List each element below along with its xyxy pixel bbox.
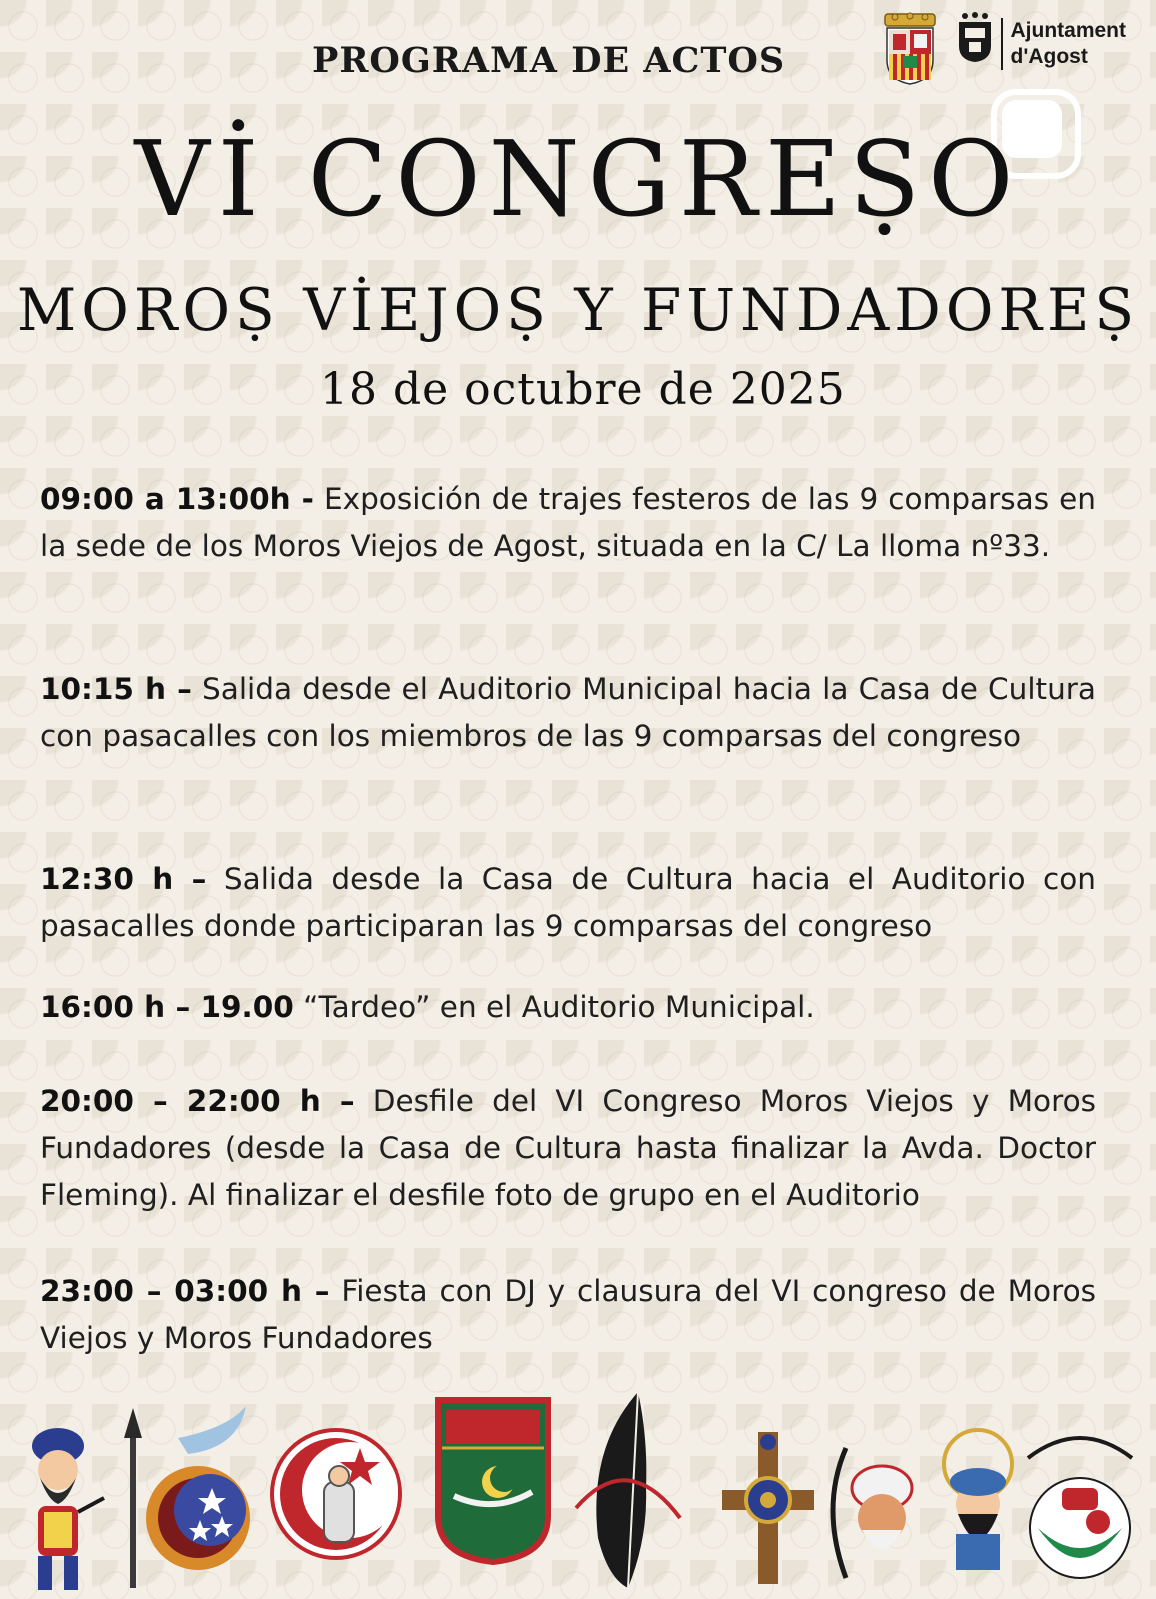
town-crest-icon <box>879 12 941 86</box>
schedule-description: Salida desde la Casa de Cultura hacia el Auditorio con pasacalles donde participaran las 9 comparsas del congreso <box>40 862 1096 943</box>
schedule-time: 20:00 – 22:00 h – <box>40 1084 355 1118</box>
schedule-time: 10:15 h – <box>40 672 192 706</box>
schedule-time: 23:00 – 03:00 h – <box>40 1274 330 1308</box>
comparsas-badges <box>0 1388 1156 1599</box>
comparsa-castalla-badge-icon <box>938 1424 1018 1574</box>
schedule-item <box>40 856 1096 950</box>
ajuntament-name <box>1001 18 1127 70</box>
schedule-description: Desfile del VI Congreso Moros Viejos y Moros Fundadores (desde la Casa de Cultura hasta finalizar la Avda. Doctor Fleming). Al finalizar el desfile foto de grupo en el Auditorio <box>40 1084 1096 1212</box>
ajuntament-name-line2: d'Agost <box>1010 45 1088 68</box>
schedule-item <box>40 984 1096 1031</box>
schedule-time: 16:00 h – 19.00 <box>40 990 294 1024</box>
schedule-time: 09:00 a 13:00h - <box>40 482 314 516</box>
schedule-description: Salida desde el Auditorio Municipal hacia la Casa de Cultura con pasacalles con los miembros de las 9 comparsas del congreso <box>40 672 1096 753</box>
comparsa-moros-viejos-petrel-badge-icon <box>434 1396 552 1566</box>
schedule-description: Fiesta con DJ y clausura del VI congreso de Moros Viejos y Moros Fundadores <box>40 1274 1096 1355</box>
main-title: Vİ CONGREṢO <box>134 118 1022 240</box>
schedule-item <box>40 1268 1096 1362</box>
comparsa-cross-ornament-badge-icon <box>718 1428 818 1588</box>
comparsa-crescent-stars-badge-icon <box>118 1398 258 1598</box>
schedule-description: “Tardeo” en el Auditorio Municipal. <box>293 990 815 1024</box>
program-title: PROGRAMA DE ACTOS <box>312 40 786 81</box>
ajuntament-logo-icon <box>955 12 995 64</box>
schedule-description: Exposición de trajes festeros de las 9 comparsas en la sede de los Moros Viejos de Agost, situada en la C/ La lloma nº33. <box>40 482 1096 563</box>
header-logos <box>879 12 1127 86</box>
comparsa-feather-badge-icon <box>568 1388 688 1593</box>
schedule-item <box>40 666 1096 760</box>
comparsa-moros-vells-badge-icon <box>1018 1418 1142 1588</box>
schedule-item <box>40 476 1096 570</box>
schedule-time: 12:30 h – <box>40 862 207 896</box>
schedule-item <box>40 1078 1096 1219</box>
ajuntament-logo <box>955 12 1127 70</box>
comparsa-red-crescent-badge-icon <box>268 1426 404 1562</box>
comparsa-turban-crescent-badge-icon <box>826 1438 926 1588</box>
comparsa-character-badge-icon <box>8 1408 108 1598</box>
subtitle: MOROṢ VİEJOṢ Y FUNDADOREṢ <box>16 276 1140 344</box>
ajuntament-name-line1: Ajuntament <box>1010 19 1126 42</box>
event-date: 18 de octubre de 2025 <box>320 364 846 415</box>
